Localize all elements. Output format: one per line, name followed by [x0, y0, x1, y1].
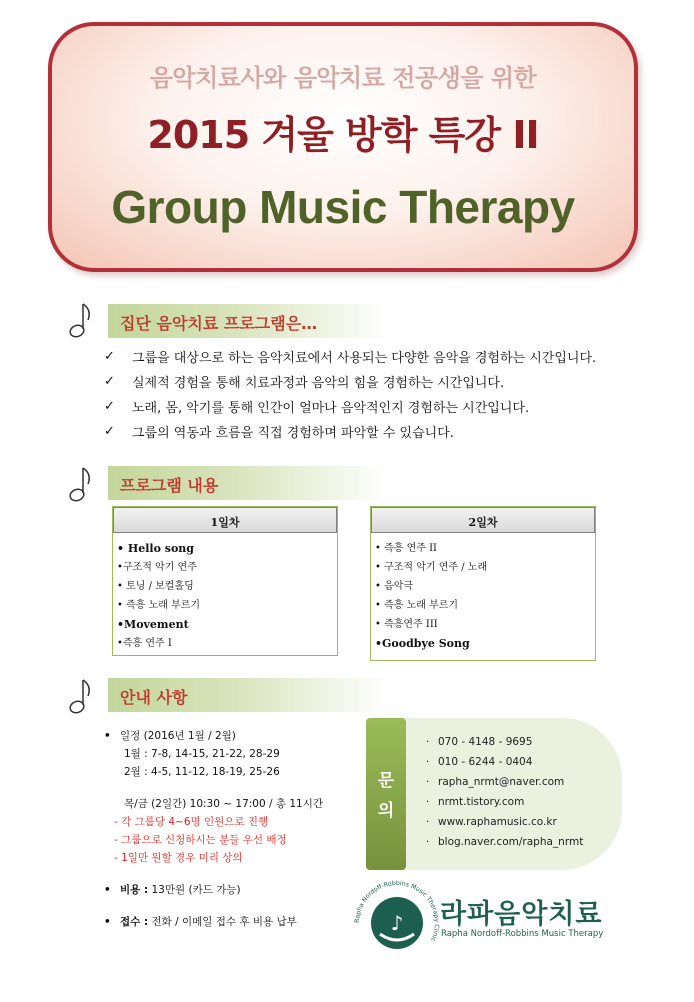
logo-name-ko: 라파음악치료 [440, 899, 603, 930]
day2-title: 2일차 [371, 507, 595, 533]
section-heading-program: 집단 음악치료 프로그램은… [108, 304, 388, 338]
info-schedule: • 일정 (2016년 1월 / 2월) [104, 730, 236, 742]
banner-title: 2015 겨울 방학 특강 II [147, 113, 539, 157]
list-item: • 즉흥 노래 부르기 [117, 600, 201, 611]
list-item [104, 369, 664, 394]
contact-email[interactable]: · rapha_nrmt@naver.com [426, 776, 565, 788]
banner-subtitle: 음악치료사와 음악치료 전공생을 위한 [149, 64, 537, 92]
list-item: • 음악극 [375, 581, 414, 592]
section-heading-info: 안내 사항 [108, 678, 388, 712]
list-item: •Goodbye Song [375, 637, 470, 650]
contact-box [366, 718, 622, 870]
info-note: - 각 그룹당 4~6명 인원으로 진행 [114, 816, 269, 828]
contact-blog-naver[interactable]: · blog.naver.com/rapha_nrmt [426, 836, 584, 848]
music-note-icon [66, 464, 96, 504]
contact-blog-tistory[interactable]: · nrmt.tistory.com [426, 796, 525, 808]
list-item-text: 그룹을 대상으로 하는 음악치료에서 사용되는 다양한 음악을 경험하는 시간입니다. [132, 351, 597, 366]
list-item [104, 394, 664, 419]
info-cost: • 비용 : 13만원 (카드 가능) [104, 884, 241, 896]
day1-title: 1일차 [113, 507, 337, 533]
contact-website[interactable]: · www.raphamusic.co.kr [426, 816, 557, 828]
info-jan-dates: 1월 : 7-8, 14-15, 21-22, 28-29 [124, 748, 280, 760]
music-note-icon: ♪ [390, 911, 404, 935]
music-note-icon [66, 676, 96, 716]
info-note: - 1일만 원할 경우 미리 상의 [114, 852, 243, 864]
day2-table [370, 506, 596, 661]
list-item: • 토닝 / 보컬홀딩 [117, 581, 194, 592]
section-heading-contents: 프로그램 내용 [108, 466, 388, 500]
list-item: •Movement [117, 618, 189, 631]
list-item: •즉흥 연주 I [117, 638, 172, 649]
check-icon: ✓ [104, 424, 115, 439]
music-note-icon [66, 300, 96, 340]
banner-title-en: Group Music Therapy [111, 181, 575, 233]
info-time: 목/금 (2일간) 10:30 ~ 17:00 / 총 11시간 [124, 798, 323, 810]
list-item: • 즉흥 노래 부르기 [375, 600, 459, 611]
list-item: • Hello song [117, 542, 194, 555]
day1-table [112, 506, 338, 656]
program-checklist [104, 344, 664, 444]
info-apply: • 접수 : 전화 / 이메일 접수 후 비용 납부 [104, 916, 297, 928]
list-item-text: 실제적 경험을 통해 치료과정과 음악의 힘을 경험하는 시간입니다. [132, 376, 505, 391]
check-icon: ✓ [104, 374, 115, 389]
logo-name-en: Rapha Nordoff-Robbins Music Therapy [441, 929, 604, 939]
list-item [104, 419, 664, 444]
contact-tab: 문 의 [366, 718, 406, 870]
list-item [104, 344, 664, 369]
list-item: • 구조적 악기 연주 / 노래 [375, 562, 488, 573]
clinic-logo [352, 878, 442, 968]
info-feb-dates: 2월 : 4-5, 11-12, 18-19, 25-26 [124, 766, 280, 778]
list-item-text: 그룹의 역동과 흐름을 직접 경험하며 파악할 수 있습니다. [132, 426, 454, 441]
list-item: •구조적 악기 연주 [117, 562, 197, 573]
contact-phone: · 070 - 4148 - 9695 [426, 736, 533, 748]
info-note: - 그룹으로 신청하시는 분들 우선 배정 [114, 834, 287, 846]
logo-ring-text: Rapha Nordoff-Robbins Music Therapy Clinic [353, 879, 441, 943]
contact-mobile: · 010 - 6244 - 0404 [426, 756, 533, 768]
list-item: • 즉흥 연주 II [375, 543, 437, 554]
list-item-text: 노래, 몸, 악기를 통해 인간이 얼마나 음악적인지 경험하는 시간입니다. [132, 401, 530, 416]
check-icon: ✓ [104, 399, 115, 414]
check-icon: ✓ [104, 349, 115, 364]
list-item: • 즉흥연주 III [375, 619, 438, 630]
header-banner [48, 22, 638, 272]
